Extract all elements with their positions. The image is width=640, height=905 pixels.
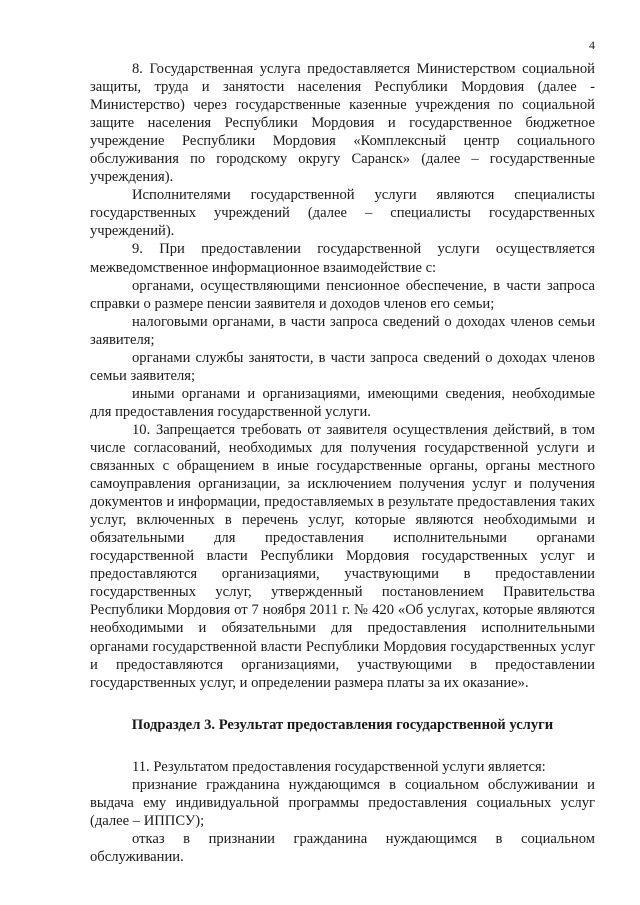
subsection-heading: Подраздел 3. Результат предоставления государственной услуги xyxy=(131,716,554,733)
list-item-employment-service: органами службы занятости, в части запроса сведений о доходах членов семьи заявителя; xyxy=(90,349,595,384)
page-number: 4 xyxy=(589,38,595,52)
paragraph-8: 8. Государственная услуга предоставляется Министерством социальной защиты, труда и занятости населения Республики Мордовия (далее - Министерство) через государственные казенные учреждения по социальной защите населения Республики Мордовия и государственное бюджетное учреждение Республики Мордовия «Комплексный центр социального обслуживания по городскому округу Саранск» (далее – государственные учреждения). xyxy=(90,61,595,186)
document-body xyxy=(90,60,595,866)
paragraph-executors: Исполнителями государственной услуги являются специалисты государственных учреждений (далее – специалисты государственных учреждений). xyxy=(90,187,595,240)
paragraph-10: 10. Запрещается требовать от заявителя осуществления действий, в том числе согласований, необходимых для получения государственной услуги и связанных с обращением в иные государственные органы, органы местного самоуправления организации, за исключением получения услуг и получения документов и информации, предоставляемых в результате предоставления таких услуг, включенных в перечень услуг, которые являются необходимыми и обязательными для предоставления исполнительными органами государственной власти Республики Мордовия государственных услуг и предоставляются организациями, участвующими в предоставлении государственных услуг, утвержденный постановлением Правительства Республики Мордовия от 7 ноября 2011 г. № 420 «Об услугах, которые являются необходимыми и обязательными для предоставления исполнительными органами государственной власти Республики Мордовия государственных услуг и предоставляются организациями, участвующими в предоставлении государственных услуг, и определении размера платы за их оказание». xyxy=(90,421,595,691)
paragraph-11: 11. Результатом предоставления государственной услуги является: xyxy=(132,758,546,775)
list-item-other-bodies: иными органами и организациями, имеющими сведения, необходимые для предоставления государственной услуги. xyxy=(90,385,595,420)
list-item-tax-bodies: налоговыми органами, в части запроса сведений о доходах членов семьи заявителя; xyxy=(90,313,595,348)
paragraph-9: 9. При предоставлении государственной услуги осуществляется межведомственное информационное взаимодействие с: xyxy=(90,241,595,276)
result-item-recognition: признание гражданина нуждающимся в социальном обслуживании и выдача ему индивидуальной программы предоставления социальных услуг (далее – ИППСУ); xyxy=(90,776,595,829)
list-item-pension-bodies: органами, осуществляющими пенсионное обеспечение, в части запроса справки о размере пенсии заявителя и доходов членов его семьи; xyxy=(90,277,595,312)
result-item-refusal: отказ в признании гражданина нуждающимся в социальном обслуживании. xyxy=(90,830,595,865)
